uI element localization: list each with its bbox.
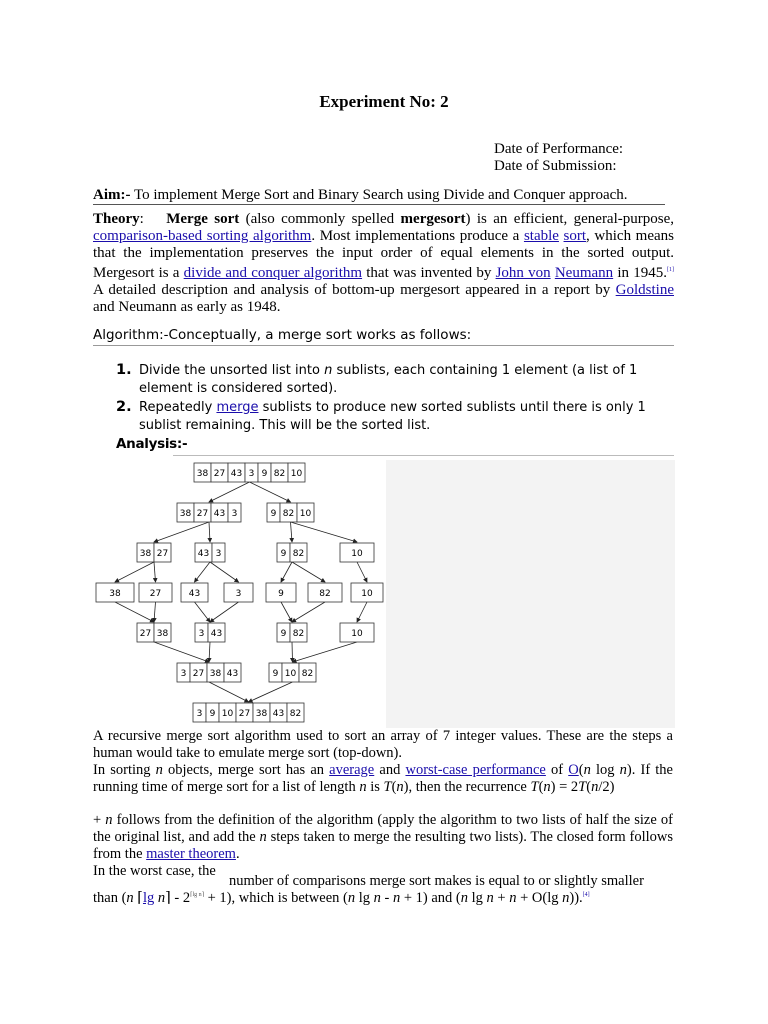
theory-text-7: A detailed description and analysis of bottom-up mergesort appeared in a report by — [93, 282, 616, 298]
diagram-arrow — [292, 602, 325, 622]
t: ). If the running time of merge sort for a list of length — [93, 762, 673, 795]
link-goldstine[interactable]: Goldstine — [615, 282, 674, 298]
step-text: sublists to produce new sorted sublists until there is only 1 sublist remaining. This will be the sorted list. — [139, 400, 646, 433]
t: + — [493, 890, 510, 906]
t: /2) — [598, 779, 615, 795]
analysis-heading — [116, 436, 187, 452]
diagram-arrow — [281, 602, 292, 622]
t: is — [366, 779, 384, 795]
diagram-arrow — [195, 562, 211, 582]
diagram-value: 43 — [272, 709, 285, 719]
diagram-value: 43 — [188, 589, 201, 599]
diagram-arrow — [210, 602, 239, 622]
diagram-value: 10 — [361, 589, 373, 599]
theory-term-2: mergesort — [400, 211, 466, 227]
diagram-value: 27 — [213, 469, 226, 479]
diagram-arrow — [195, 602, 211, 622]
diagram-arrow — [154, 522, 209, 542]
list-number: 2. — [116, 399, 132, 415]
diagram-arrow — [291, 522, 293, 542]
link-comparison-sort[interactable]: comparison-based sorting algorithm — [93, 228, 312, 244]
var-n: n — [591, 779, 599, 795]
var-n: n — [543, 779, 551, 795]
t: + 1), which is between ( — [203, 890, 348, 906]
diagram-arrow — [249, 682, 293, 702]
diagram-arrow — [357, 562, 367, 582]
theory-term: Merge sort — [166, 211, 240, 227]
diagram-value: 38 — [255, 709, 268, 719]
diagram-value: 10 — [284, 669, 297, 679]
diagram-arrow — [154, 602, 156, 622]
t: follows from the definition of the algorithm (apply the algorithm to two lists of half the size of the original list, and add the — [93, 812, 673, 845]
t: . — [235, 846, 240, 862]
t: steps taken to merge the resulting two lists). The closed form follows from the — [93, 829, 674, 862]
step-var: n — [324, 363, 333, 378]
worst-case-lead: In the worst case, the — [93, 863, 216, 879]
date-of-submission: Date of Submission: — [494, 158, 617, 174]
diagram-value: 38 — [156, 629, 169, 639]
diagram-arrow — [154, 642, 209, 662]
dates-block — [494, 141, 623, 175]
diagram-arrow — [209, 682, 249, 702]
diagram-value: 27 — [196, 509, 209, 519]
link-big-o[interactable]: O — [568, 762, 579, 778]
link-worst-case-performance[interactable]: worst-case performance — [405, 762, 546, 778]
step-text: sublists, each containing 1 element (a list of 1 element is considered sorted). — [139, 363, 638, 396]
t: of — [545, 762, 569, 778]
t: + — [93, 812, 106, 828]
link-lg[interactable]: lg — [142, 890, 155, 906]
t: lg — [355, 890, 374, 906]
diagram-arrow — [250, 482, 291, 502]
diagram-arrow — [357, 602, 367, 622]
diagram-value: 3 — [180, 669, 187, 679]
diagram-value: 3 — [215, 549, 222, 559]
aim-text: To implement Merge Sort and Binary Search using Divide and Conquer approach. — [130, 187, 628, 203]
merge-sort-diagram — [93, 460, 385, 728]
diagram-value: 38 — [139, 549, 152, 559]
diagram-value: 82 — [301, 669, 314, 679]
link-divide-and-conquer[interactable]: divide and conquer algorithm — [183, 265, 363, 281]
var-t: T — [530, 779, 539, 795]
list-item — [116, 399, 676, 435]
diagram-value: 10 — [299, 509, 312, 519]
theory-text-5: that was invented by — [362, 265, 496, 281]
diagram-arrow — [292, 642, 293, 662]
var-n: n — [105, 812, 113, 828]
t: - — [380, 890, 393, 906]
diagram-arrow — [291, 522, 358, 542]
diagram-value: 43 — [213, 509, 226, 519]
diagram-value: 27 — [156, 549, 169, 559]
analysis-suffix: :- — [176, 436, 188, 452]
theory-text-1: (also commonly spelled — [239, 211, 401, 227]
diagram-value: 27 — [192, 669, 205, 679]
sorting-paragraph — [93, 762, 673, 796]
link-john-von[interactable]: John von — [495, 265, 551, 281]
var-n: n — [126, 890, 134, 906]
diagram-value: 43 — [230, 469, 243, 479]
diagram-value: 82 — [319, 589, 331, 599]
diagram-arrow — [115, 562, 154, 582]
diagram-arrow — [210, 562, 239, 582]
diagram-value: 3 — [231, 509, 238, 519]
var-n: n — [359, 779, 367, 795]
theory-text-6: in 1945. — [613, 265, 667, 281]
link-stable[interactable]: stable — [523, 228, 559, 244]
worst-case-continuation: number of comparisons merge sort makes is equal to or slightly smaller — [229, 873, 644, 889]
page-title: Experiment No: 2 — [319, 92, 449, 111]
reference-1[interactable]: [1] — [666, 267, 674, 273]
t: and — [374, 762, 406, 778]
theory-text-2: ) is an efficient, general-purpose, — [465, 211, 674, 227]
diagram-value: 9 — [278, 589, 284, 599]
var-n: n — [259, 829, 267, 845]
t: In sorting — [93, 762, 156, 778]
diagram-value: 3 — [235, 589, 242, 599]
diagram-arrow — [209, 482, 250, 502]
diagram-value: 10 — [351, 629, 363, 639]
diagram-value: 82 — [292, 549, 305, 559]
t: ( — [538, 779, 544, 795]
date-of-performance: Date of Performance: — [494, 141, 624, 157]
diagram-value: 27 — [149, 589, 162, 599]
diagram-value: 10 — [290, 469, 303, 479]
diagram-value: 43 — [226, 669, 239, 679]
theory-text-4: , which means that the implementation preserves the input order of equal elements in the sorted output. Mergesort is a — [93, 228, 674, 281]
diagram-value: 43 — [210, 629, 223, 639]
diagram-value: 38 — [109, 589, 121, 599]
var-t: T — [383, 779, 392, 795]
t: )). — [569, 890, 583, 906]
diagram-arrow — [115, 602, 154, 622]
step-text: Repeatedly — [139, 400, 217, 415]
diagram-value: 10 — [221, 709, 234, 719]
diagram-arrow — [281, 562, 292, 582]
list-number: 1. — [116, 362, 132, 378]
var-n: n — [460, 890, 469, 906]
link-merge[interactable]: merge — [216, 400, 259, 415]
step-text: Divide the unsorted list into — [139, 363, 325, 378]
diagram-value: 9 — [209, 709, 216, 719]
diagram-value: 9 — [270, 509, 277, 519]
aim-line — [93, 186, 665, 205]
t: than ( — [93, 890, 127, 906]
diagram-value: 82 — [289, 709, 302, 719]
diagram-value: 9 — [280, 549, 287, 559]
diagram-value: 82 — [292, 629, 305, 639]
var-t: T — [578, 779, 587, 795]
t: ( — [578, 762, 584, 778]
t: ) = 2 — [550, 779, 579, 795]
var-n: n — [373, 890, 381, 906]
diagram-value: 10 — [351, 549, 363, 559]
t: ), then the recurrence — [403, 779, 531, 795]
figure-caption: A recursive merge sort algorithm used to sort an array of 7 integer values. These are the steps a human would take to emulate merge sort (top-down). — [93, 728, 673, 761]
diagram-value: 43 — [197, 549, 210, 559]
aim-label: Aim:- — [93, 187, 131, 203]
diagram-value: 38 — [209, 669, 222, 679]
var-n: n — [347, 890, 356, 906]
diagram-value: 3 — [198, 629, 205, 639]
algorithm-label: Algorithm — [93, 327, 160, 343]
t: ( — [586, 779, 592, 795]
diagram-value: 3 — [196, 709, 203, 719]
diagram-arrow — [292, 562, 325, 582]
diagram-arrow — [209, 642, 210, 662]
diagram-value: 82 — [282, 509, 295, 519]
theory-text-8: and Neumann as early as 1948. — [93, 299, 281, 315]
var-n: n — [157, 890, 166, 906]
diagram-arrow — [293, 642, 358, 662]
algorithm-heading — [93, 327, 674, 346]
theory-paragraph — [93, 211, 674, 316]
diagram-value: 3 — [248, 469, 255, 479]
link-average[interactable]: average — [329, 762, 375, 778]
var-n: n — [562, 890, 570, 906]
var-n: n — [396, 779, 404, 795]
t: lg — [468, 890, 487, 906]
t: + O(lg — [516, 890, 563, 906]
diagram-value: 38 — [196, 469, 209, 479]
diagram-arrow — [209, 522, 210, 542]
follows-paragraph — [93, 812, 673, 863]
t: + 1) and ( — [400, 890, 461, 906]
diagram-value: 82 — [273, 469, 286, 479]
var-n: n — [486, 890, 494, 906]
diagram-value: 38 — [179, 509, 192, 519]
t: ( — [391, 779, 397, 795]
theory-label: Theory — [93, 211, 140, 227]
diagram-value: 9 — [272, 669, 279, 679]
list-item — [116, 362, 676, 398]
diagram-value: 27 — [139, 629, 152, 639]
t: ⌉ - 2 — [165, 890, 191, 906]
diagram-value: 9 — [280, 629, 287, 639]
steps-list — [116, 362, 676, 436]
var-n: n — [619, 762, 627, 778]
analysis-label: Analysis — [116, 436, 177, 452]
link-neumann[interactable]: Neumann — [554, 265, 614, 281]
worst-case-bounds — [93, 890, 590, 907]
exponent: ⌈lg n⌉ — [190, 892, 204, 899]
diagram-value: 27 — [238, 709, 251, 719]
figure-background — [386, 460, 675, 728]
var-n: n — [583, 762, 591, 778]
diagram-arrow — [154, 562, 156, 582]
theory-text-3: . Most implementations produce a — [311, 228, 524, 244]
merge-sort-svg — [93, 460, 385, 728]
link-sort[interactable]: sort — [563, 228, 587, 244]
analysis-divider — [173, 455, 674, 456]
theory-colon: : — [139, 211, 144, 227]
var-n: n — [155, 762, 163, 778]
algorithm-text: :-Conceptually, a merge sort works as follows: — [159, 327, 472, 343]
var-n: n — [509, 890, 517, 906]
link-master-theorem[interactable]: master theorem — [146, 846, 236, 862]
var-n: n — [392, 890, 401, 906]
t: ⌈ — [133, 890, 143, 906]
diagram-value: 9 — [261, 469, 268, 479]
reference-4[interactable]: [4] — [582, 892, 590, 899]
t: log — [590, 762, 620, 778]
t: objects, merge sort has an — [162, 762, 330, 778]
